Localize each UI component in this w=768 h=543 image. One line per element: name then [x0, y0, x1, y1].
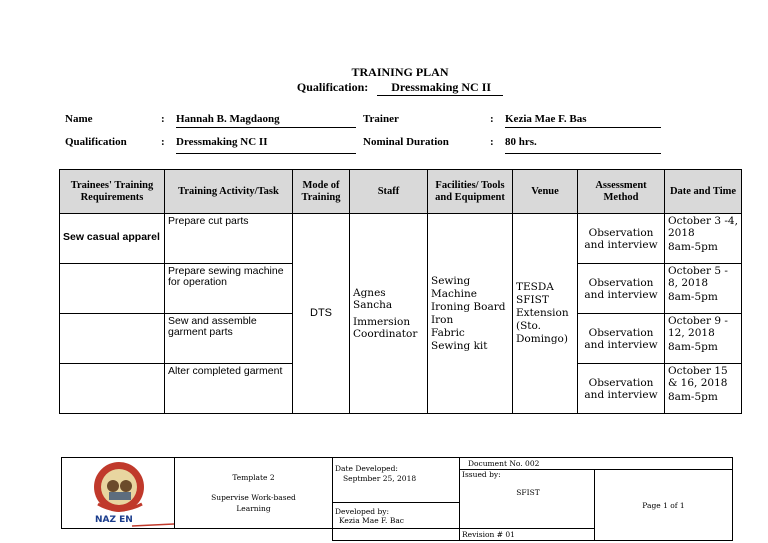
developed-by-value: Kezia Mae F. Bac: [339, 516, 405, 525]
column-header: Facilities/ Tools and Equipment: [428, 170, 513, 214]
document-number: Document No. 002: [460, 458, 733, 470]
document-footer-table: [61, 457, 733, 541]
trainer-value: Kezia Mae F. Bas: [505, 113, 661, 128]
staff-line: Immersion: [353, 316, 411, 328]
developed-by-cell: [333, 503, 460, 529]
logo-spacer: [62, 529, 175, 541]
facility-line: Fabric: [431, 326, 465, 339]
task-cell: Sew and assemble garment parts: [165, 314, 293, 364]
column-header: Mode of Training: [293, 170, 350, 214]
venue-cell: [513, 214, 578, 414]
spacer: [333, 529, 460, 541]
developed-by-label: Developed by:: [335, 507, 390, 516]
colon: :: [161, 136, 165, 148]
date-text: October 15 & 16, 2018: [668, 365, 728, 389]
column-header: Staff: [350, 170, 428, 214]
requirement-cell: [60, 364, 165, 414]
trainer-label: Trainer: [363, 113, 399, 125]
assessment-cell: Observation and interview: [578, 314, 665, 364]
column-header: Training Activity/Task: [165, 170, 293, 214]
table-header-row: [60, 170, 742, 214]
issued-by-value: SFIST: [516, 488, 540, 497]
assessment-cell: Observation and interview: [578, 214, 665, 264]
spacer: [175, 529, 333, 541]
template-cell: [175, 458, 333, 529]
facility-line: Sewing: [431, 274, 471, 287]
requirement-cell: Sew casual apparel: [60, 214, 165, 264]
page-number: Page 1 of 1: [595, 470, 733, 541]
colon: :: [490, 113, 494, 125]
venue-line: TESDA: [516, 281, 554, 293]
time-text: 8am-5pm: [668, 391, 718, 403]
column-header: Trainees' Training Requirements: [60, 170, 165, 214]
venue-line: Extension: [516, 307, 569, 319]
name-value: Hannah B. Magdaong: [176, 113, 356, 128]
staff-line: Coordinator: [353, 328, 418, 340]
duration-label: Nominal Duration: [363, 136, 449, 148]
date-developed-label: Date Developed:: [335, 464, 398, 473]
qualification-header: [0, 80, 768, 96]
colon: :: [490, 136, 494, 148]
template-number: Template 2: [232, 473, 275, 482]
requirement-cell: [60, 264, 165, 314]
training-plan-table: [59, 169, 742, 414]
venue-line: (Sto.: [516, 320, 541, 332]
logo-text: NAZ EN: [95, 515, 133, 525]
qualification-value: Dressmaking NC II: [377, 80, 503, 96]
date-cell: [665, 214, 742, 264]
table-row: [60, 214, 742, 264]
venue-line: Domingo): [516, 333, 568, 345]
date-text: October 9 - 12, 2018: [668, 315, 728, 339]
time-text: 8am-5pm: [668, 341, 718, 353]
revision-number: Revision # 01: [460, 529, 595, 541]
assessment-cell: Observation and interview: [578, 264, 665, 314]
logo-cell: [62, 458, 175, 529]
template-title: Supervise Work-based Learning: [211, 493, 296, 513]
task-cell: Alter completed garment: [165, 364, 293, 414]
name-label: Name: [65, 113, 93, 125]
column-header: Assessment Method: [578, 170, 665, 214]
facility-line: Ironing Board: [431, 300, 506, 313]
date-cell: [665, 264, 742, 314]
task-cell: Prepare cut parts: [165, 214, 293, 264]
date-text: October 5 - 8, 2018: [668, 265, 728, 289]
column-header: Venue: [513, 170, 578, 214]
venue-line: SFIST: [516, 294, 549, 306]
school-logo-icon: [62, 458, 174, 528]
staff-line: Sancha: [353, 299, 393, 311]
date-text: October 3 -4, 2018: [668, 215, 738, 239]
duration-value: 80 hrs.: [505, 136, 661, 154]
mode-cell: DTS: [293, 214, 350, 414]
column-header: Date and Time: [665, 170, 742, 214]
date-developed-value: Septmber 25, 2018: [343, 474, 417, 483]
task-cell: Prepare sewing machine for operation: [165, 264, 293, 314]
facility-line: Iron: [431, 313, 454, 326]
page-title: TRAINING PLAN: [351, 65, 449, 79]
colon: :: [161, 113, 165, 125]
date-developed-cell: [333, 458, 460, 503]
date-cell: [665, 364, 742, 414]
qualification-info-label: Qualification: [65, 136, 127, 148]
issued-by-label: Issued by:: [462, 470, 501, 479]
time-text: 8am-5pm: [668, 291, 718, 303]
facilities-cell: [428, 214, 513, 414]
facility-line: Sewing kit: [431, 339, 488, 352]
assessment-cell: Observation and interview: [578, 364, 665, 414]
requirement-cell: [60, 314, 165, 364]
qualification-label: Qualification:: [296, 80, 369, 94]
staff-line: Agnes: [353, 287, 386, 299]
facility-line: Machine: [431, 287, 477, 300]
qualification-info-value: Dressmaking NC II: [176, 136, 356, 154]
staff-cell: [350, 214, 428, 414]
issued-by-cell: [460, 470, 595, 529]
date-cell: [665, 314, 742, 364]
time-text: 8am-5pm: [668, 241, 718, 253]
